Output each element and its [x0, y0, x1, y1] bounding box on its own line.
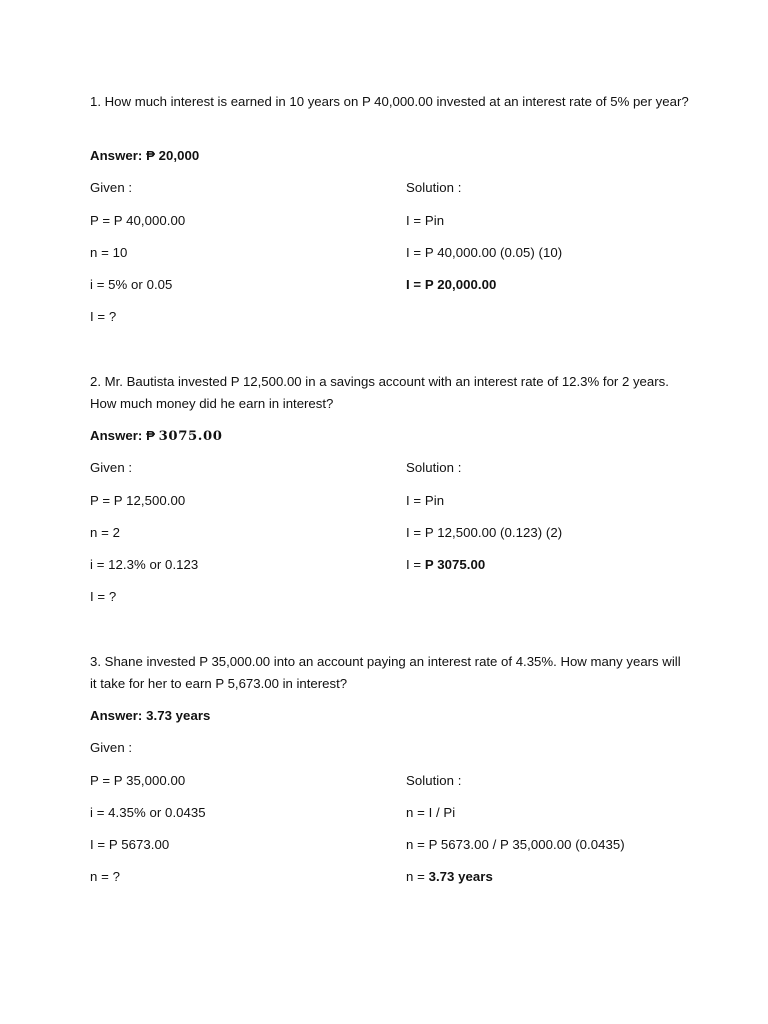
problem-1-given-line: I = ?: [90, 309, 117, 324]
problem-1-given-line: n = 10: [90, 245, 128, 260]
problem-3-solution-line: n = I / Pi: [406, 805, 456, 820]
problem-1-solution-line: I = Pin: [406, 213, 445, 228]
problem-3-question: 3. Shane invested P 35,000.00 into an account paying an interest rate of 4.35%. How many years will it take for her to earn P 5,673.00 in interest?: [90, 654, 681, 691]
problem-2-given-label: Given :: [90, 460, 133, 475]
problem-3-answer: [90, 705, 210, 727]
problem-1-solution-line: I = P 40,000.00 (0.05) (10): [406, 245, 563, 260]
problem-2-solution-line: I = Pin: [406, 493, 445, 508]
problem-2-given-line: n = 2: [90, 525, 120, 540]
problem-1-given-line: P = P 40,000.00: [90, 213, 186, 228]
problem-2-given-line: i = 12.3% or 0.123: [90, 557, 199, 572]
problem-2-given-line: I = ?: [90, 589, 117, 604]
answer-label: Answer:: [90, 148, 147, 163]
problem-2-given-line: P = P 12,500.00: [90, 493, 186, 508]
problem-3-solution-line: n = P 5673.00 / P 35,000.00 (0.0435): [406, 837, 625, 852]
problem-1-given-label: Given :: [90, 180, 133, 195]
problem-1-solution-label: Solution :: [406, 180, 462, 195]
problem-3-given-line: i = 4.35% or 0.0435: [90, 805, 206, 820]
problem-3-given-label: Given :: [90, 740, 133, 755]
result-value: 3.73 years: [428, 869, 493, 884]
problem-2-solution-line: I = P 12,500.00 (0.123) (2): [406, 525, 563, 540]
problem-1-answer: [90, 145, 199, 167]
problem-2-answer: [90, 425, 223, 448]
problem-3-solution-label: Solution :: [406, 773, 462, 788]
problem-1-question: 1. How much interest is earned in 10 years on P 40,000.00 invested at an interest rate of 5% per year?: [90, 94, 689, 109]
problem-3-given-line: P = P 35,000.00: [90, 773, 186, 788]
answer-value: 3075.00: [158, 429, 223, 444]
result-value: P 3075.00: [424, 557, 486, 572]
answer-label: Answer: ₱: [90, 428, 159, 443]
result-prefix: n =: [406, 869, 429, 884]
result-prefix: I =: [406, 557, 425, 572]
problem-1-given-line: i = 5% or 0.05: [90, 277, 173, 292]
answer-value: ₱ 20,000: [146, 148, 200, 163]
problem-2-solution-label: Solution :: [406, 460, 462, 475]
problem-1-solution-result: I = P 20,000.00: [406, 277, 497, 292]
answer-value: 3.73 years: [146, 708, 211, 723]
problem-3-given-line: I = P 5673.00: [90, 837, 170, 852]
problem-2-solution-result: [406, 554, 485, 576]
answer-label: Answer:: [90, 708, 147, 723]
problem-2-question: 2. Mr. Bautista invested P 12,500.00 in a savings account with an interest rate of 12.3% for 2 years. How much money did he earn in interest?: [90, 374, 669, 411]
problem-3-given-line: n = ?: [90, 869, 120, 884]
problem-3-solution-result: [406, 866, 493, 888]
